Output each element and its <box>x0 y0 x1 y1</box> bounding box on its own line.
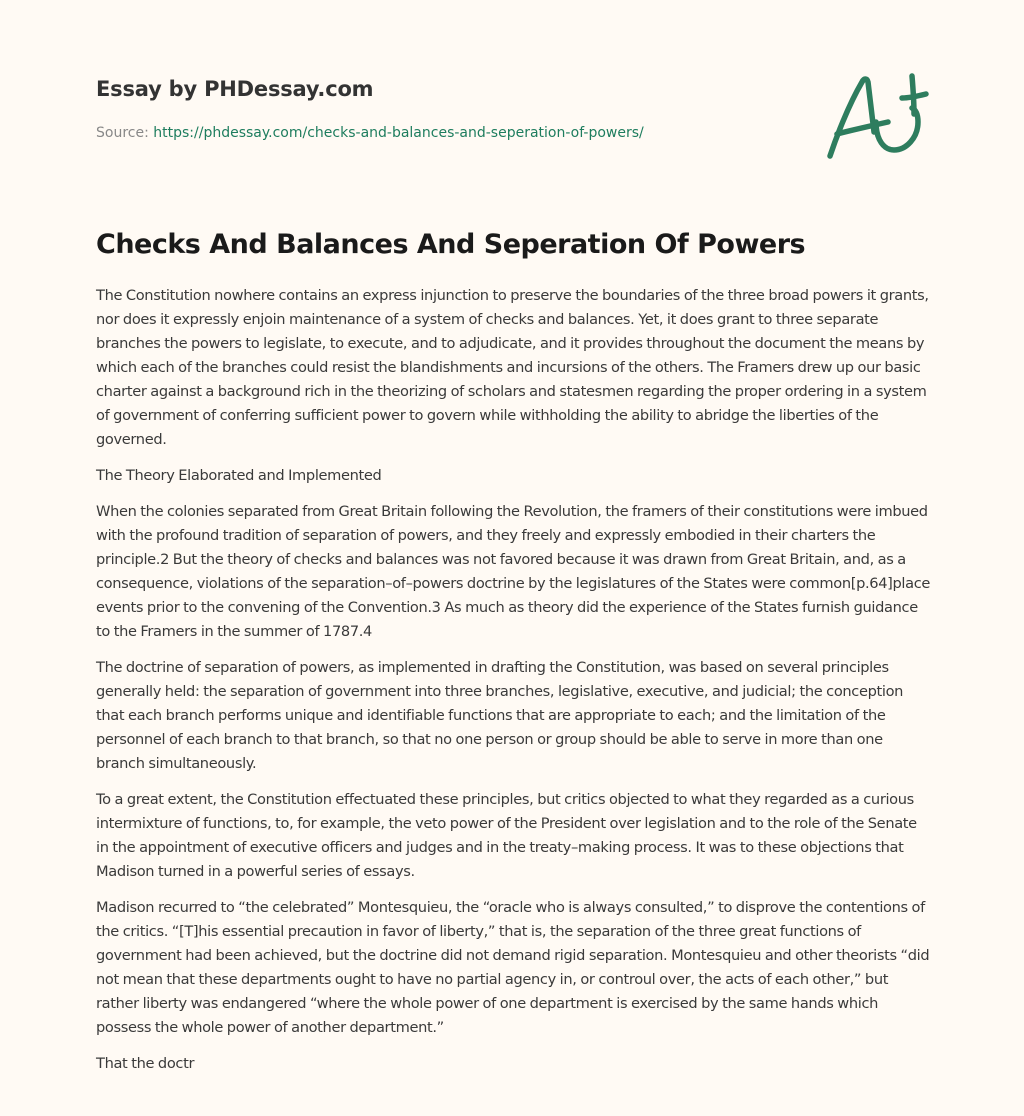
article-body <box>96 284 932 1088</box>
paragraph: To a great extent, the Constitution effectuated these principles, but critics objected to what they regarded as a curious intermixture of functions, to, for example, the veto power of the President over legislation and to the role of the Senate in the appointment of executive officers and judges and in the treaty–making process. It was to these objections that Madison turned in a powerful series of essays. <box>96 791 917 880</box>
truncated-paragraph: That the doctr <box>96 1055 195 1072</box>
a-plus-grade-icon <box>818 62 930 168</box>
brand-title: Essay by PHDessay.com <box>96 77 374 101</box>
paragraph: The doctrine of separation of powers, as implemented in drafting the Constitution, was based on several principles generally held: the separation of government into three branches, legislative, executive, and judicial; the conception that each branch performs unique and identifiable functions that are appropriate to each; and the limitation of the personnel of each branch to that branch, so that no one person or group should be able to serve in more than one branch simultaneously. <box>96 659 904 772</box>
article-title: Checks And Balances And Seperation Of Powers <box>96 229 806 260</box>
source-label: Source: <box>96 125 149 141</box>
section-heading: The Theory Elaborated and Implemented <box>96 467 382 484</box>
paragraph: The Constitution nowhere contains an express injunction to preserve the boundaries of the three broad powers it grants, nor does it expressly enjoin maintenance of a system of checks and balances. Yet, it does grant to three separate branches the powers to legislate, to execute, and to adjudicate, and it provides throughout the document the means by which each of the branches could resist the blandishments and incursions of the others. The Framers drew up our basic charter against a background rich in the theorizing of scholars and statesmen regarding the proper ordering in a system of government of conferring sufficient power to govern while withholding the ability to abridge the liberties of the governed. <box>96 287 929 448</box>
paragraph: When the colonies separated from Great Britain following the Revolution, the framers of their constitutions were imbued with the profound tradition of separation of powers, and they freely and expressly embodied in their charters the principle.2 But the theory of checks and balances was not favored because it was drawn from Great Britain, and, as a consequence, violations of the separation–of–powers doctrine by the legislatures of the States were common[p.64]place events prior to the convening of the Convention.3 As much as theory did the experience of the States furnish guidance to the Framers in the summer of 1787.4 <box>96 503 931 640</box>
page-header <box>96 74 796 141</box>
source-link[interactable]: https://phdessay.com/checks-and-balances-and-seperation-of-powers/ <box>153 125 644 141</box>
paragraph: Madison recurred to “the celebrated” Montesquieu, the “oracle who is always consulted,” to disprove the contentions of the critics. “[T]his essential precaution in favor of liberty,” that is, the separation of the three great functions of government had been achieved, but the doctrine did not demand rigid separation. Montesquieu and other theorists “did not mean that these departments ought to have no partial agency in, or controul over, the acts of each other,” but rather liberty was endangered “where the whole power of one department is exercised by the same hands which possess the whole power of another department.” <box>96 899 930 1036</box>
source-line <box>96 124 644 142</box>
